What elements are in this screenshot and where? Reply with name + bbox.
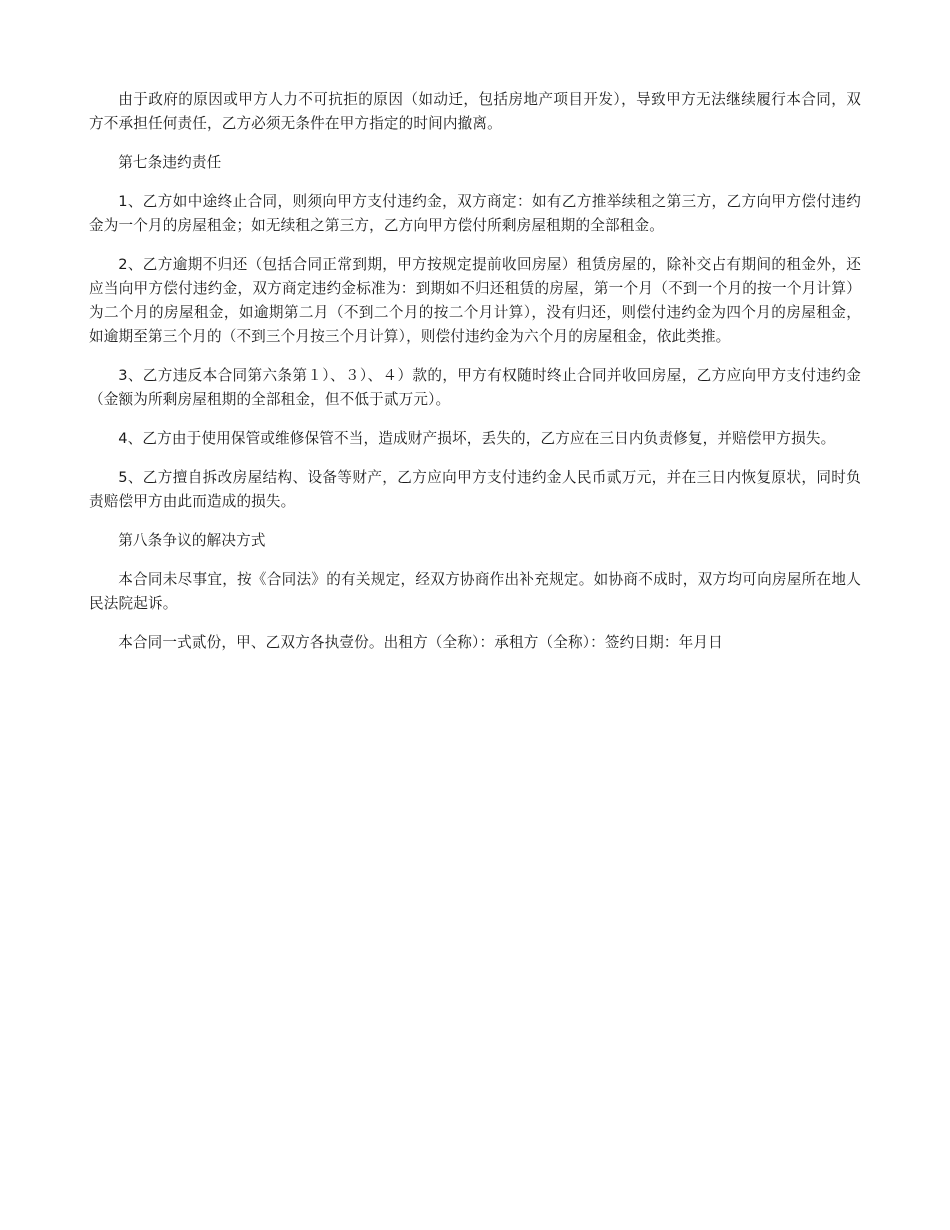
article-7-heading: 第七条违约责任 bbox=[118, 154, 222, 171]
article-7-item-1: 1、乙方如中途终止合同，则须向甲方支付违约金，双方商定：如有乙方推举续租之第三方，乙方向甲方偿付违约金为一个月的房屋租金；如无续租之第三方，乙方向甲方偿付所剩房屋租期的全部租金。 bbox=[89, 193, 861, 234]
article-7-item-2: 2、乙方逾期不归还（包括合同正常到期，甲方按规定提前收回房屋）租赁房屋的，除补交占有期间的租金外，还应当向甲方偿付违约金，双方商定违约金标准为：到期如不归还租赁的房屋，第一个月（不到一个月的按一个月计算）为二个月的房屋租金，如逾期第二月（不到二个月的按二个月计算），没有归还，则偿付违约金为四个月的房屋租金，如逾期至第三个月的（不到三个月按三个月计算），则偿付违约金为六个月的房屋租金，依此类推。 bbox=[89, 256, 861, 345]
closing-signatures: 本合同一式贰份，甲、乙双方各执壹份。出租方（全称）：承租方（全称）：签约日期：年月日 bbox=[118, 634, 723, 651]
document-page bbox=[89, 88, 861, 670]
article-7-item-4: 4、乙方由于使用保管或维修保管不当，造成财产损坏，丢失的，乙方应在三日内负责修复，并赔偿甲方损失。 bbox=[118, 430, 836, 447]
article-8-body: 本合同未尽事宜，按《合同法》的有关规定，经双方协商作出补充规定。如协商不成时，双方均可向房屋所在地人民法院起诉。 bbox=[89, 571, 861, 612]
article-8-heading: 第八条争议的解决方式 bbox=[118, 532, 266, 549]
article-7-item-5: 5、乙方擅自拆改房屋结构、设备等财产，乙方应向甲方支付违约金人民币贰万元，并在三日内恢复原状，同时负责赔偿甲方由此而造成的损失。 bbox=[89, 469, 861, 510]
article-7-item-3: 3、乙方违反本合同第六条第１）、３）、４）款的，甲方有权随时终止合同并收回房屋，乙方应向甲方支付违约金（金额为所剩房屋租期的全部租金，但不低于贰万元）。 bbox=[89, 367, 861, 408]
clause-force-majeure: 由于政府的原因或甲方人力不可抗拒的原因（如动迁，包括房地产项目开发），导致甲方无法继续履行本合同，双方不承担任何责任，乙方必须无条件在甲方指定的时间内撤离。 bbox=[89, 91, 861, 132]
